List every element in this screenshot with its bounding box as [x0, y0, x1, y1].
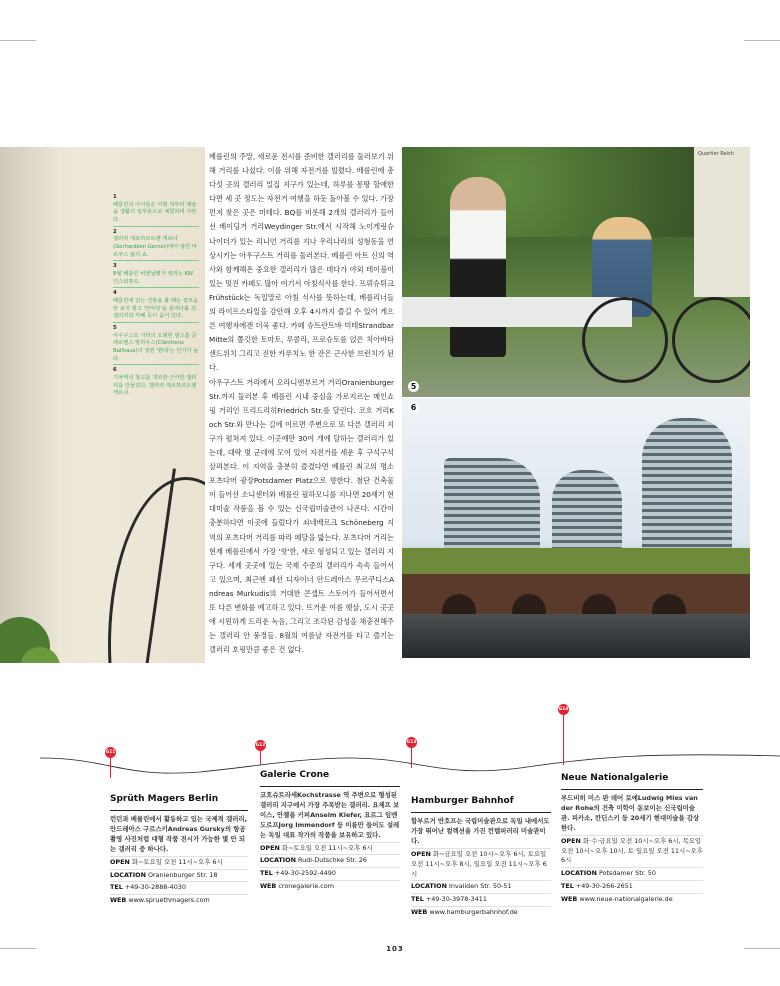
- gallery-info-neue-nationalgalerie: [561, 772, 703, 905]
- caption-text: 기차역의 창고를 개조한 근사한 갤러리를 만들었다. 갤러리 게르하르트젠 게르너.: [113, 375, 197, 397]
- crop-mark: [0, 948, 36, 949]
- pin-stem: [260, 751, 261, 765]
- bicycle-wheel: [582, 297, 668, 383]
- caption-divider: [113, 287, 199, 288]
- caption-number: 1: [113, 194, 117, 200]
- gallery-web: WEB cronegalerie.com: [260, 880, 400, 892]
- caption-text: 8월 베를린 비엔날레가 열리는 KW 인스티튜트.: [113, 271, 194, 285]
- gallery-name: Galerie Crone: [260, 769, 400, 787]
- caption-divider: [113, 364, 199, 365]
- pin-stem: [110, 758, 111, 778]
- caption-text: 베를린의 아이들은 어릴 적부터 예술을 생활의 일부분으로 체험하며 자란다.: [113, 201, 197, 224]
- caption-number: 2: [113, 228, 117, 235]
- caption-number: 3: [113, 263, 117, 270]
- photo-river-towers: [402, 398, 750, 658]
- map-pin-g12: G12: [255, 740, 266, 751]
- gallery-name: Sprüth Magers Berlin: [110, 793, 248, 811]
- gallery-tel: TEL +49-30-3978-3411: [411, 893, 551, 905]
- caption-number: 5: [113, 325, 117, 332]
- map-pin-g13: G13: [406, 737, 417, 748]
- gallery-location: LOCATION Rudi-Dutschke Str. 26: [260, 854, 400, 866]
- gallery-tel: TEL +49-30-2888-4030: [110, 881, 248, 893]
- poster: [694, 147, 750, 297]
- gallery-website-link[interactable]: www.hamburgerbahnhof.de: [429, 908, 518, 917]
- caption-number: 6: [113, 367, 117, 374]
- caption-text: 아우구스트 거리의 오래된 댄스홀 클레르헨스 발하우스(Clärchens Ballhaus)의 정원 '렌데'는 인기가 높다.: [113, 332, 199, 362]
- bicycle-wheel: [108, 477, 205, 663]
- caption-number: 4: [113, 290, 117, 297]
- gallery-description: 코흐슈트라세Kochstrasse 역 주변으로 형성된 갤러리 지구에서 가장 주목받는 갤러리. 요제프 보이스, 안젤름 키퍼Anselm Kiefer, 요르그 임멘도르프Jorg Immendorf 등 이름만 들어도 설레는 독일 대표 작가의 작품을 보유하고 있다.: [260, 790, 400, 839]
- caption-divider: [113, 260, 199, 261]
- caption-divider: [113, 322, 199, 323]
- gallery-open: OPEN 화~금요일 오전 10시~오후 6시, 토요일 오전 11시~오후 8시, 일요일 오전 11시~오후 6시: [411, 848, 551, 880]
- caption-item: [113, 263, 199, 286]
- gallery-website-link[interactable]: www.spruethmagers.com: [128, 896, 210, 905]
- wall-shadow: [0, 147, 60, 663]
- crop-mark: [744, 40, 780, 41]
- caption-text: 베를린에 있는 건물을 볼 때는 겉모습만 보지 말고 '안마당'을 들여다볼 것. 갤러리와 카페 등이 숨어 있다.: [113, 298, 199, 320]
- caption-divider: [113, 226, 199, 227]
- caption-item: [113, 290, 199, 321]
- poster-text: Quartier Reich: [698, 151, 734, 157]
- gallery-name: Hamburger Bahnhof: [411, 795, 551, 813]
- article-paragraph: 아우구스트 거리에서 오라니엔부르거 거리Oranienburger Str.까지 둘러본 후 베를린 시내 중심을 가로지르는 메인쇼핑 거리인 프리드리히Friedrich Str.를 달린다. 코흐 거리Koch Str.와 만나는 길에 이르면 주변으로 또 다른 갤러리 지구가 펼쳐져 있다. 이곳에만 30여 개에 달하는 갤러리가 있는데, 대략 몇 군데에 모여 있어 자전거를 세운 후 구석구석 살펴본다. 이 지역을 충분히 즐겼다면 베를린 최고의 명소 포츠다머 광장Potsdamer Platz으로 향한다. 첨단 건축물이 들어선 소니센터와 베를린 필하모니를 지나면 20세기 현대미술 작품을 볼 수 있는 신국립미술관이 나온다. 시간이 충분하다면 이곳에 들렀다가 쇠네베르크 Schöneberg 지역의 포츠다머 거리를 따라 페달을 밟는다. 포츠다머 거리는 현재 베를린에서 가장 '핫'한, 새로 형성되고 있는 갤러리 지구다. 세계 곳곳에 있는 국제 수준의 갤러리가 속속 들어서고 있으며, 최근엔 패션 디자이너 안드레아스 무르쿠디스Andreas Murkudis의 거대한 콘셉트 스토어가 들어서면서 또 다른 변화를 예고하고 있다. 뜨거운 여름 햇살, 도시 곳곳에 시원하게 드리운 녹음, 그리고 조각된 감성을 채충전해주는 갤러리 안 풍경들. 8월의 여름날 자전거를 타고 즐기는 갤러리 호핑만큼 좋은 건 없다.: [209, 377, 394, 655]
- gallery-info-spruth-magers: [110, 793, 248, 906]
- caption-item: [113, 194, 199, 225]
- crop-mark: [744, 948, 780, 949]
- caption-text: 갤러리 게르하르트젠 게르너(Gerhardsen Gerner)에서 열린 마르쿠스 슐의 쇼.: [113, 236, 197, 258]
- caption-item: [113, 367, 199, 398]
- gallery-location: LOCATION Potsdamer Str. 50: [561, 867, 703, 879]
- gallery-open: OPEN 화·수·금요일 오전 10시~오후 6시, 목요일 오전 10시~오후 10시, 토·일요일 오전 11시~오후 6시: [561, 836, 703, 865]
- article-paragraph: 베를린의 주말, 새로운 전시를 준비한 갤러리를 둘러보기 위해 거리를 나섰다. 이를 위해 자전거를 빌렸다. 베를린에 총 다섯 곳의 갤러리 밀집 지구가 있는데, 하루를 몽땅 할애한다면 세 곳 정도는 자전거 여행을 하듯 돌아볼 수 있다. 가장 먼저 찾은 곳은 미테다. BQ를 비롯해 2개의 갤러리가 들어선 베이딩거 거리Weydinger Str.에서 시작해 노이게링슈나이더가 있는 리니언 거리를 지나 우리나라의 성형동을 연상시키는 아우구스트 거리를 둘러본다. 베를린 아트 신의 역사와 함께해온 중요한 갤러리가 많은 데다가 야외 테이블이 있는 멋진 카페도 많아 여기서 아침식사를 한다. 프뤼슈튀크Frühstück는 독일말로 아침 식사를 뜻하는데, 베를리너들의 라이프스타일을 감안해 오후 4시까지 즐길 수 있어 게으른 여행자에겐 더욱 좋다. 카페 슈트란트바 미테Strandbar Mitte의 쫄깃한 토마토, 루콜라, 프로슈토를 얹은 치아바타 샌드위치 그리고 진한 카푸치노 한 잔은 근사한 브런치가 된다.: [209, 152, 394, 373]
- gallery-description: 루드비히 미스 판 데어 로에Ludwig Mies van der Rohe의 건축 미학이 돋보이는 신국립미술관. 피카소, 칸딘스키 등 20세기 현대미술을 감상한다.: [561, 793, 700, 832]
- gallery-name: Neue Nationalgalerie: [561, 772, 703, 790]
- caption-item: [113, 325, 199, 363]
- gallery-location: LOCATION Oranienburger Str. 18: [110, 869, 248, 881]
- pin-stem: [563, 715, 564, 765]
- photo-number-badge: 6: [408, 402, 419, 413]
- page-number: 103: [386, 945, 404, 953]
- article-body: [209, 150, 394, 657]
- gallery-description: 함부르거 반호프는 국립미술관으로 독일 내에서도 가장 뛰어난 컬렉션을 가진 컨템퍼러리 미술관이다.: [411, 816, 550, 845]
- pin-stem: [411, 748, 412, 768]
- gallery-web: WEB www.spruethmagers.com: [110, 894, 248, 906]
- gallery-open: OPEN 화~토요일 오전 11시~오후 6시: [260, 842, 400, 854]
- crop-mark: [0, 40, 36, 41]
- gallery-tel: TEL +49-30-266-2651: [561, 880, 703, 892]
- gallery-website-link[interactable]: www.neue-nationalgalerie.de: [579, 895, 673, 904]
- caption-list: [113, 192, 199, 399]
- caption-item: [113, 229, 199, 260]
- gallery-web: WEB www.neue-nationalgalerie.de: [561, 893, 703, 905]
- waiter: [450, 177, 506, 357]
- bicycle-wheel: [672, 297, 750, 383]
- map-pin-g11: G11: [105, 747, 116, 758]
- river-water: [402, 614, 750, 658]
- gallery-tel: TEL +49-30-2592-4490: [260, 867, 400, 879]
- gallery-info-crone: [260, 769, 400, 892]
- gallery-web: WEB www.hamburgerbahnhof.de: [411, 906, 551, 918]
- gallery-location: LOCATION Invaliden Str. 50-51: [411, 880, 551, 892]
- photo-number-badge: 5: [408, 381, 419, 392]
- map-pin-g14: G14: [558, 704, 569, 715]
- gallery-description: 런던과 베를린에서 활동하고 있는 국제적 갤러리, 안드레아스 구르스키Andreas Gursky의 항공 촬영 사진처럼 대형 작품 전시가 가능한 몇 안 되는 갤러리 중 하나다.: [110, 814, 248, 853]
- gallery-open: OPEN 화~토요일 오전 11시~오후 6시: [110, 856, 248, 868]
- photo-cafe-garden: [402, 147, 750, 397]
- gallery-info-hamburger-bahnhof: [411, 795, 551, 918]
- gallery-website-link[interactable]: cronegalerie.com: [278, 882, 334, 891]
